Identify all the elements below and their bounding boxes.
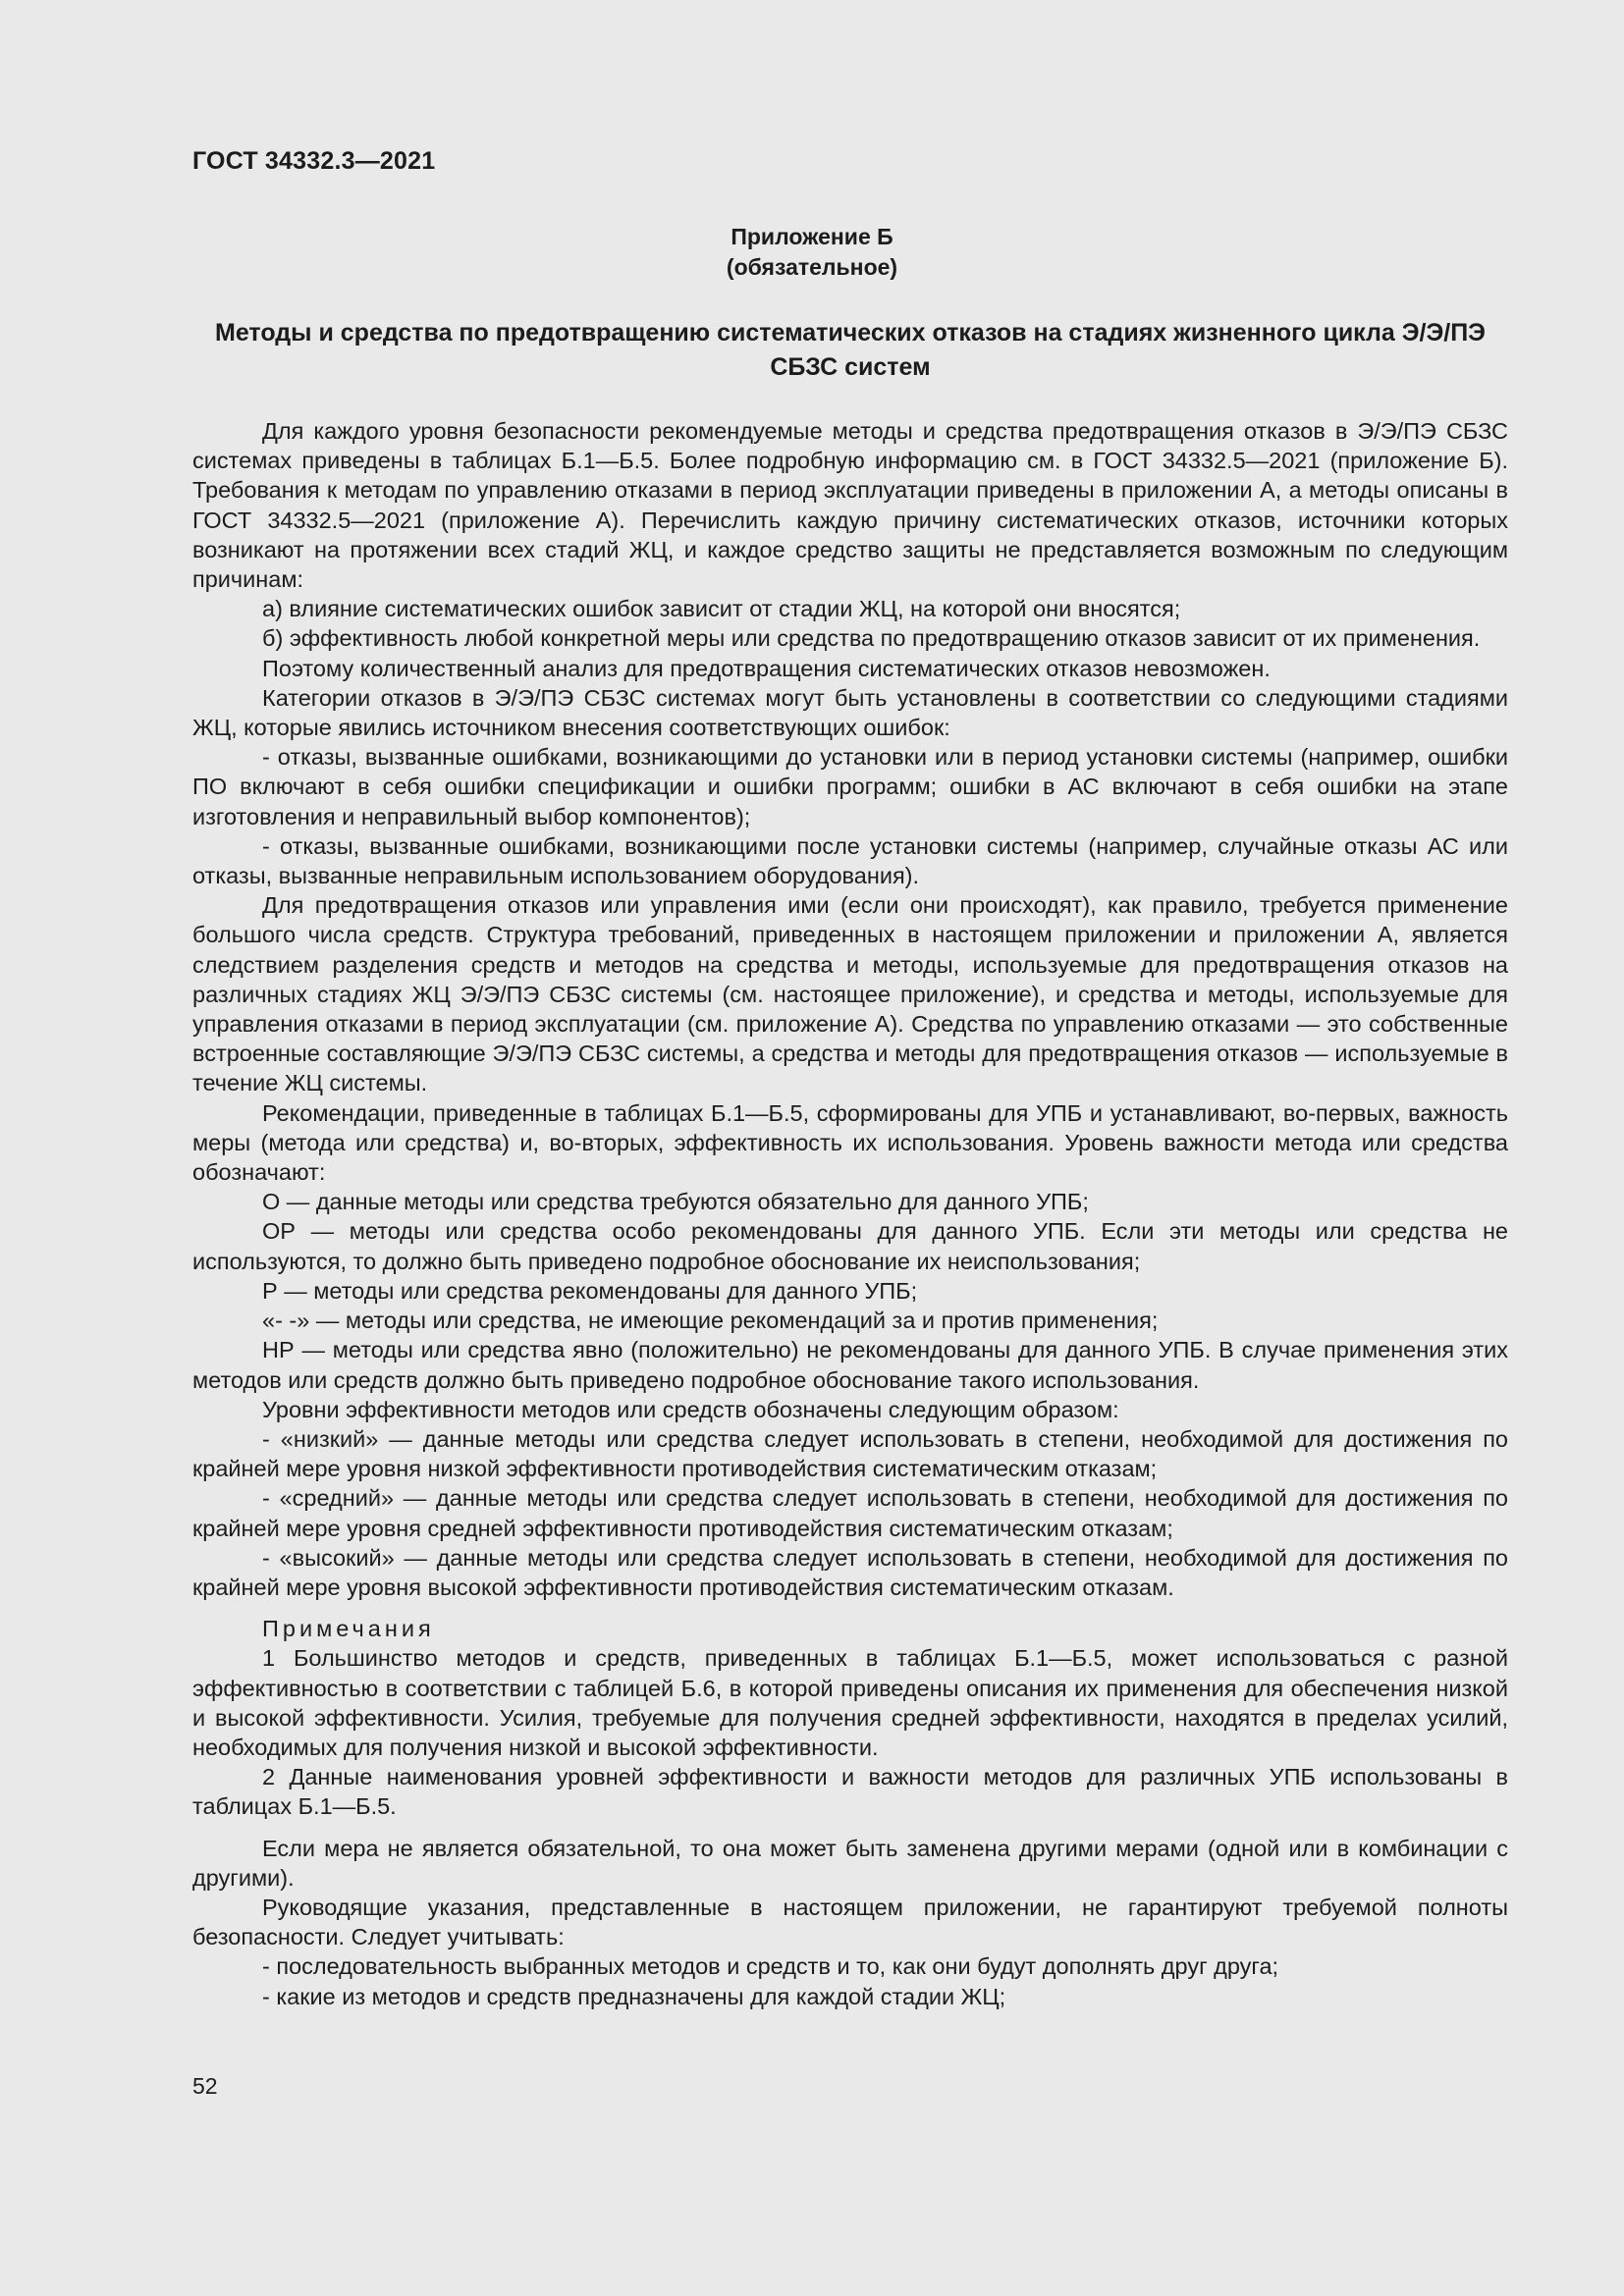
list-item: - отказы, вызванные ошибками, возникающими до установки или в период установки системы (например, ошибки ПО включают в себя ошибки спецификации и ошибки программ; ошибки в АС включают в себя ошибки на этапе изготовления и неправильный выбор компонентов); <box>192 744 1508 829</box>
definition-item: О — данные методы или средства требуются обязательно для данного УПБ; <box>262 1189 1089 1215</box>
definition-item: НР — методы или средства явно (положительно) не рекомендованы для данного УПБ. В случае применения этих методов или средств должно быть приведено подробное обоснование такого использования. <box>192 1337 1508 1393</box>
body-text <box>192 416 1508 2011</box>
note-item: 2 Данные наименования уровней эффективности и важности методов для различных УПБ использованы в таблицах Б.1—Б.5. <box>192 1764 1508 1820</box>
list-item: - «средний» — данные методы или средства следует использовать в степени, необходимой для достижения по крайней мере уровня средней эффективности противодействия систематическим отказам; <box>192 1485 1508 1541</box>
list-item: - отказы, вызванные ошибками, возникающими после установки системы (например, случайные отказы АС или отказы, вызванные неправильным использованием оборудования). <box>192 832 1508 889</box>
list-item: - какие из методов и средств предназначены для каждой стадии ЖЦ; <box>262 1983 1006 2009</box>
paragraph: Для предотвращения отказов или управления ими (если они происходят), как правило, требуется применение большого числа средств. Структура требований, приведенных в настоящем приложении и приложении А, является следствием разделения средств и методов на средства и методы, используемые для предотвращения отказов на различных стадиях ЖЦ Э/Э/ПЭ СБЗС системы (см. настоящее приложение), и средства и методы, используемые для управления отказами в период эксплуатации (см. приложение А). Средства по управлению отказами — это собственные встроенные составляющие Э/Э/ПЭ СБЗС системы, а средства и методы для предотвращения отказов — используемые в течение ЖЦ системы. <box>192 892 1508 1096</box>
paragraph: Рекомендации, приведенные в таблицах Б.1—Б.5, сформированы для УПБ и устанавливают, во-первых, важность меры (метода или средства) и, во-вторых, эффективность их использования. Уровень важности метода или средства обозначают: <box>192 1099 1508 1186</box>
paragraph: Если мера не является обязательной, то она может быть заменена другими мерами (одной или в комбинации с другими). <box>192 1835 1508 1891</box>
paragraph: Поэтому количественный анализ для предотвращения систематических отказов невозможен. <box>262 655 1271 681</box>
appendix-heading <box>0 222 1624 283</box>
list-item: - последовательность выбранных методов и средств и то, как они будут дополнять друг друга; <box>262 1953 1279 1980</box>
paragraph: Для каждого уровня безопасности рекомендуемые методы и средства предотвращения отказов в Э/Э/ПЭ СБЗС системах приведены в таблицах Б.1—Б.5. Более подробную информацию см. в ГОСТ 34332.5—2021 (приложение Б). Требования к методам по управлению отказами в период эксплуатации приведены в приложении А, а методы описаны в ГОСТ 34332.5—2021 (приложение А). Перечислить каждую причину систематических отказов, источники которых возникают на протяжении всех стадий ЖЦ, и каждое средство защиты не представляется возможным по следующим причинам: <box>192 418 1508 593</box>
appendix-subtitle: (обязательное) <box>726 254 898 280</box>
definition-item: ОР — методы или средства особо рекомендованы для данного УПБ. Если эти методы или средства не используются, то должно быть приведено подробное обоснование их неиспользования; <box>192 1218 1508 1274</box>
appendix-title: Приложение Б <box>731 224 893 249</box>
list-item: - «высокий» — данные методы или средства следует использовать в степени, необходимой для достижения по крайней мере уровня высокой эффективности противодействия систематическим отказам. <box>192 1544 1508 1600</box>
paragraph: Руководящие указания, представленные в настоящем приложении, не гарантируют требуемой полноты безопасности. Следует учитывать: <box>192 1894 1508 1950</box>
definition-item: Р — методы или средства рекомендованы для данного УПБ; <box>262 1277 918 1304</box>
page-number: 52 <box>192 2073 218 2099</box>
list-item: а) влияние систематических ошибок зависит от стадии ЖЦ, на которой они вносятся; <box>262 596 1181 622</box>
list-item: б) эффективность любой конкретной меры или средства по предотвращению отказов зависит от их применения. <box>262 625 1481 652</box>
paragraph: Уровни эффективности методов или средств обозначены следующим образом: <box>262 1396 1119 1422</box>
section-title: Методы и средства по предотвращению систематических отказов на стадиях жизненного цикла Э/Э/ПЭ СБЗС систем <box>215 319 1486 381</box>
definition-item: «- -» — методы или средства, не имеющие рекомендаций за и против применения; <box>262 1308 1159 1334</box>
notes-heading: Примечания <box>262 1616 435 1642</box>
document-header: ГОСТ 34332.3—2021 <box>192 147 436 175</box>
list-item: - «низкий» — данные методы или средства следует использовать в степени, необходимой для достижения по крайней мере уровня низкой эффективности противодействия систематическим отказам; <box>192 1425 1508 1482</box>
paragraph: Категории отказов в Э/Э/ПЭ СБЗС системах могут быть установлены в соответствии со следующими стадиями ЖЦ, которые явились источником внесения соответствующих ошибок: <box>192 684 1508 741</box>
note-item: 1 Большинство методов и средств, приведенных в таблицах Б.1—Б.5, может использоваться с разной эффективностью в соответствии с таблицей Б.6, в которой приведены описания их применения для обеспечения низкой и высокой эффективности. Усилия, требуемые для получения средней эффективности, находятся в пределах усилий, необходимых для получения низкой и высокой эффективности. <box>192 1645 1508 1760</box>
